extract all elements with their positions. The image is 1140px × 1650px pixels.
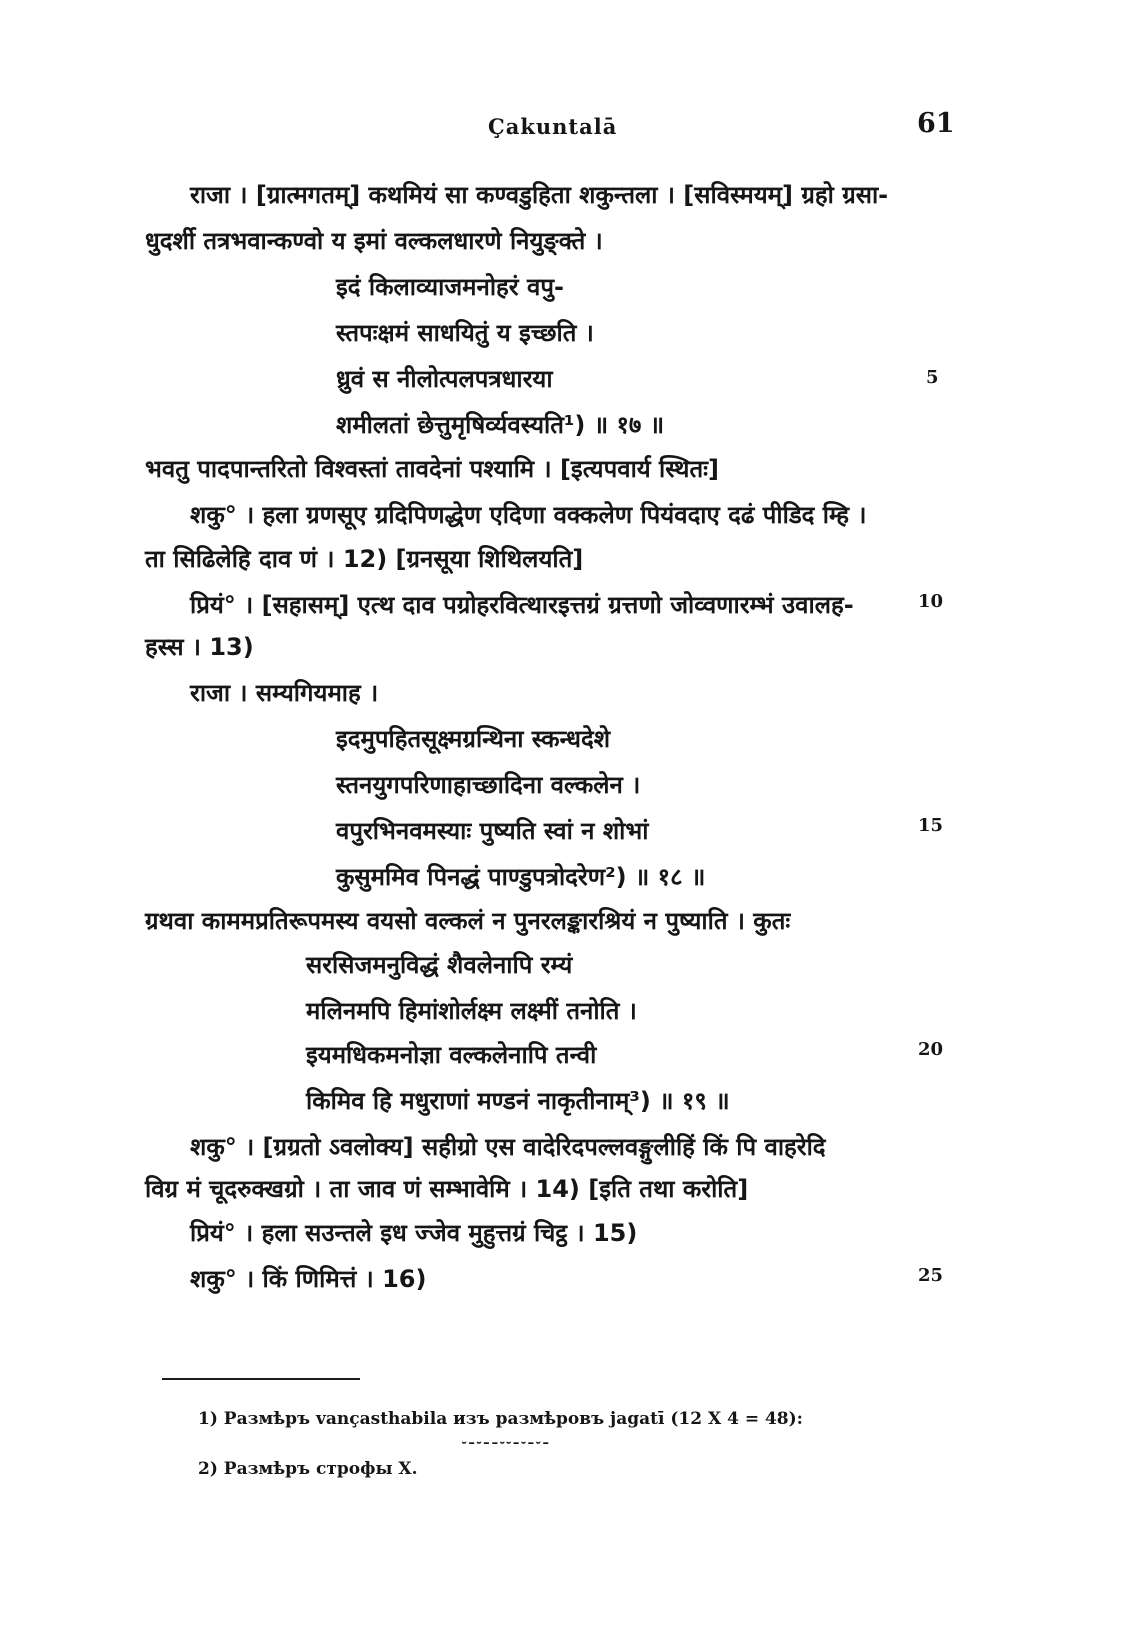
text-line: ता सिढिलेहि दाव णं । 12) [ग्रनसूया शिथिलयति] bbox=[145, 545, 584, 573]
text-line: राजा । [ग्रात्मगतम्] कथमियं सा कण्वडुहिता शकुन्तला । [सविस्मयम्] ग्रहो ग्रसा- bbox=[190, 181, 889, 209]
text-line: शकु° । किं णिमित्तं । 16) bbox=[190, 1265, 427, 1293]
verse-line: ध्रुवं स नीलोत्पलपत्रधारया bbox=[336, 365, 553, 393]
text-line: हस्स । 13) bbox=[145, 633, 254, 661]
verse-line: इयमधिकमनोज्ञा वल्कलेनापि तन्वी bbox=[306, 1041, 597, 1069]
footnote-1: 1) Размѣръ vançasthabila изъ размѣровъ jagatī (12 X 4 = 48): bbox=[198, 1409, 803, 1429]
line-number: 25 bbox=[918, 1265, 944, 1286]
verse-line: किमिव हि मधुराणां मण्डनं नाकृतीनाम्³) ॥ १९ ॥ bbox=[306, 1087, 730, 1115]
text-line: शकु° । हला ग्रणसूए ग्रदिपिणद्धेण एदिणा वक्कलेण पियंवदाए दढं पीडिद म्हि । bbox=[190, 501, 867, 529]
verse-line: स्तपःक्षमं साधयितुं य इच्छति । bbox=[336, 319, 594, 347]
verse-line: कुसुममिव पिनद्धं पाण्डुपत्रोदरेण²) ॥ १८ ॥ bbox=[336, 863, 706, 891]
verse-line: शमीलतां छेत्तुमृषिर्व्यवस्यति¹) ॥ १७ ॥ bbox=[336, 411, 665, 439]
footnote-rule bbox=[162, 1378, 360, 1380]
text-line: ग्रथवा काममप्रतिरूपमस्य वयसो वल्कलं न पुनरलङ्कारश्रियं न पुष्याति । कुतः bbox=[145, 907, 791, 935]
line-number: 15 bbox=[918, 815, 944, 836]
line-number: 10 bbox=[918, 591, 944, 612]
text-line: विग्र मं चूदरुक्खग्रो । ता जाव णं सम्भावेमि । 14) [इति तथा करोति] bbox=[145, 1175, 749, 1203]
text-line: प्रियं° । [सहासम्] एत्थ दाव पग्रोहरवित्थारइत्तग्रं ग्रत्तणो जोव्वणारम्भं उवालह- bbox=[190, 591, 854, 619]
line-number: 5 bbox=[926, 367, 939, 388]
page-number: 61 bbox=[917, 108, 955, 139]
text-line: राजा । सम्यगियमाह । bbox=[190, 679, 379, 707]
verse-line: इदं किलाव्याजमनोहरं वपु- bbox=[336, 273, 564, 301]
text-line: प्रियं° । हला सउन्तले इध ज्जेव मुहुत्तग्रं चिट्ठ । 15) bbox=[190, 1219, 638, 1247]
verse-line: इदमुपहितसूक्ष्मग्रन्थिना स्कन्धदेशे bbox=[336, 725, 611, 753]
verse-line: सरसिजमनुविद्धं शैवलेनापि रम्यं bbox=[306, 951, 573, 979]
text-line: शकु° । [ग्रग्रतो ऽवलोक्य] सहीग्रो एस वादेरिदपल्लवङ्गुलीहिं किं पि वाहरेदि bbox=[190, 1133, 826, 1161]
line-number: 20 bbox=[918, 1039, 944, 1060]
footnote-2: 2) Размѣръ строфы X. bbox=[198, 1459, 418, 1479]
text-line: भवतु पादपान्तरितो विश्वस्तां तावदेनां पश्यामि । [इत्यपवार्य स्थितः] bbox=[145, 455, 719, 483]
running-head-title: Çakuntalā bbox=[488, 114, 618, 139]
verse-line: वपुरभिनवमस्याः पुष्यति स्वां न शोभां bbox=[336, 817, 649, 845]
verse-line: स्तनयुगपरिणाहाच्छादिना वल्कलेन । bbox=[336, 771, 641, 799]
meter-scheme: ⏑–⏑––⏑⏑–⏑–⏑– bbox=[462, 1436, 551, 1451]
verse-line: मलिनमपि हिमांशोर्लक्ष्म लक्ष्मीं तनोति । bbox=[306, 997, 637, 1025]
text-line: धुदर्शी तत्रभवान्कण्वो य इमां वल्कलधारणे नियुङ्क्ते । bbox=[145, 227, 603, 255]
